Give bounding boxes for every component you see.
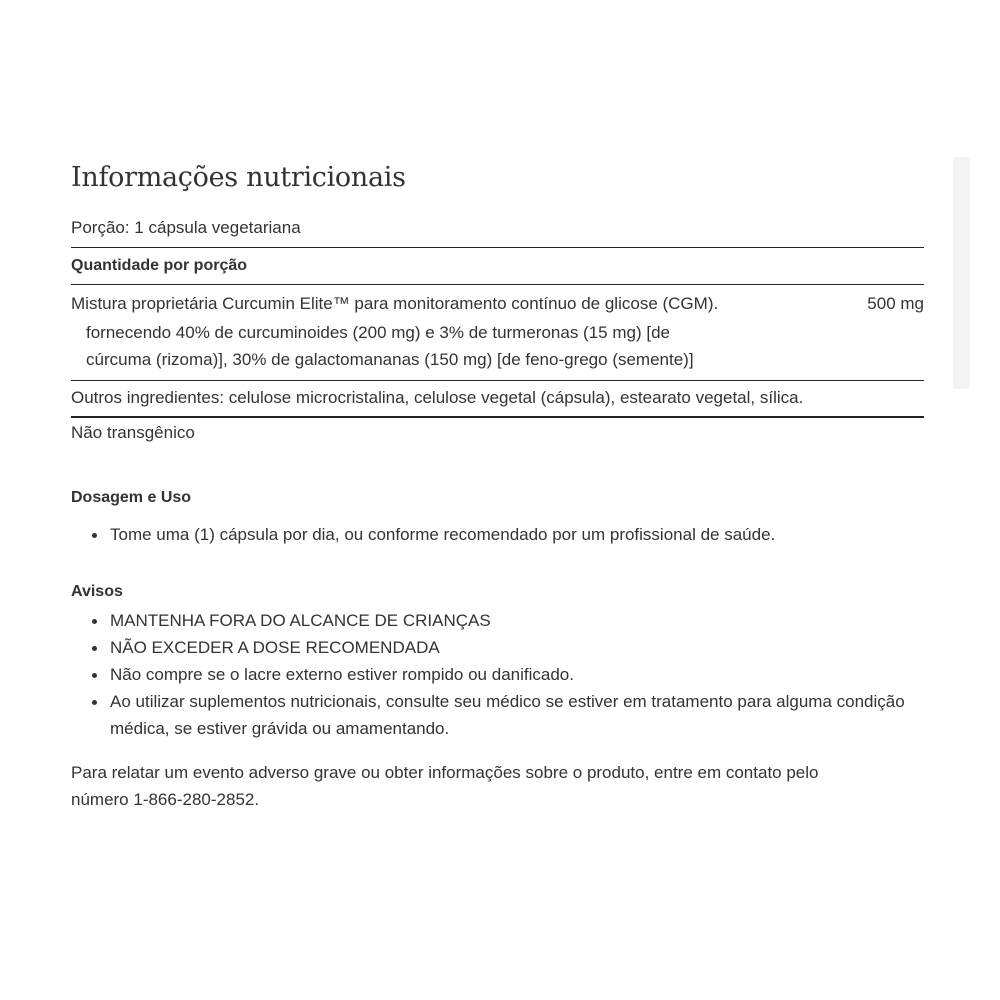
- list-item: NÃO EXCEDER A DOSE RECOMENDADA: [110, 634, 920, 661]
- blend-row: [71, 285, 924, 315]
- dosage-title: Dosagem e Uso: [71, 489, 192, 506]
- blend-amount: 500 mg: [867, 294, 924, 313]
- blend-detail: fornecendo 40% de curcuminoides (200 mg) e 3% de turmeronas (15 mg) [de cúrcuma (rizoma)], 30% de galactomananas (150 mg) [de feno-grego (semente)]: [86, 323, 694, 369]
- serving-size: Porção: 1 cápsula vegetariana: [71, 217, 924, 248]
- list-item: MANTENHA FORA DO ALCANCE DE CRIANÇAS: [110, 607, 920, 634]
- blend-name: Mistura proprietária Curcumin Elite™ para monitoramento contínuo de glicose (CGM).: [71, 294, 719, 313]
- non-gmo-label: Não transgênico: [71, 423, 195, 442]
- amount-per-serving-header: Quantidade por porção: [71, 248, 924, 285]
- page-title: Informações nutricionais: [71, 162, 406, 193]
- warnings-list: [71, 607, 920, 742]
- other-ingredients: Outros ingredientes: celulose microcristalina, celulose vegetal (cápsula), estearato vegetal, sílica.: [71, 381, 924, 418]
- dosage-list: [71, 521, 924, 548]
- warnings-title: Avisos: [71, 583, 123, 600]
- scrollbar[interactable]: [953, 157, 970, 389]
- contact-info: Para relatar um evento adverso grave ou obter informações sobre o produto, entre em contato pelo número 1-866-280-2852.: [71, 763, 819, 809]
- list-item: Tome uma (1) cápsula por dia, ou conforme recomendado por um profissional de saúde.: [110, 521, 924, 548]
- supplement-facts-panel: [71, 158, 924, 813]
- list-item: Não compre se o lacre externo estiver rompido ou danificado.: [110, 661, 920, 688]
- list-item: Ao utilizar suplementos nutricionais, consulte seu médico se estiver em tratamento para alguma condição médica, se estiver grávida ou amamentando.: [110, 688, 920, 742]
